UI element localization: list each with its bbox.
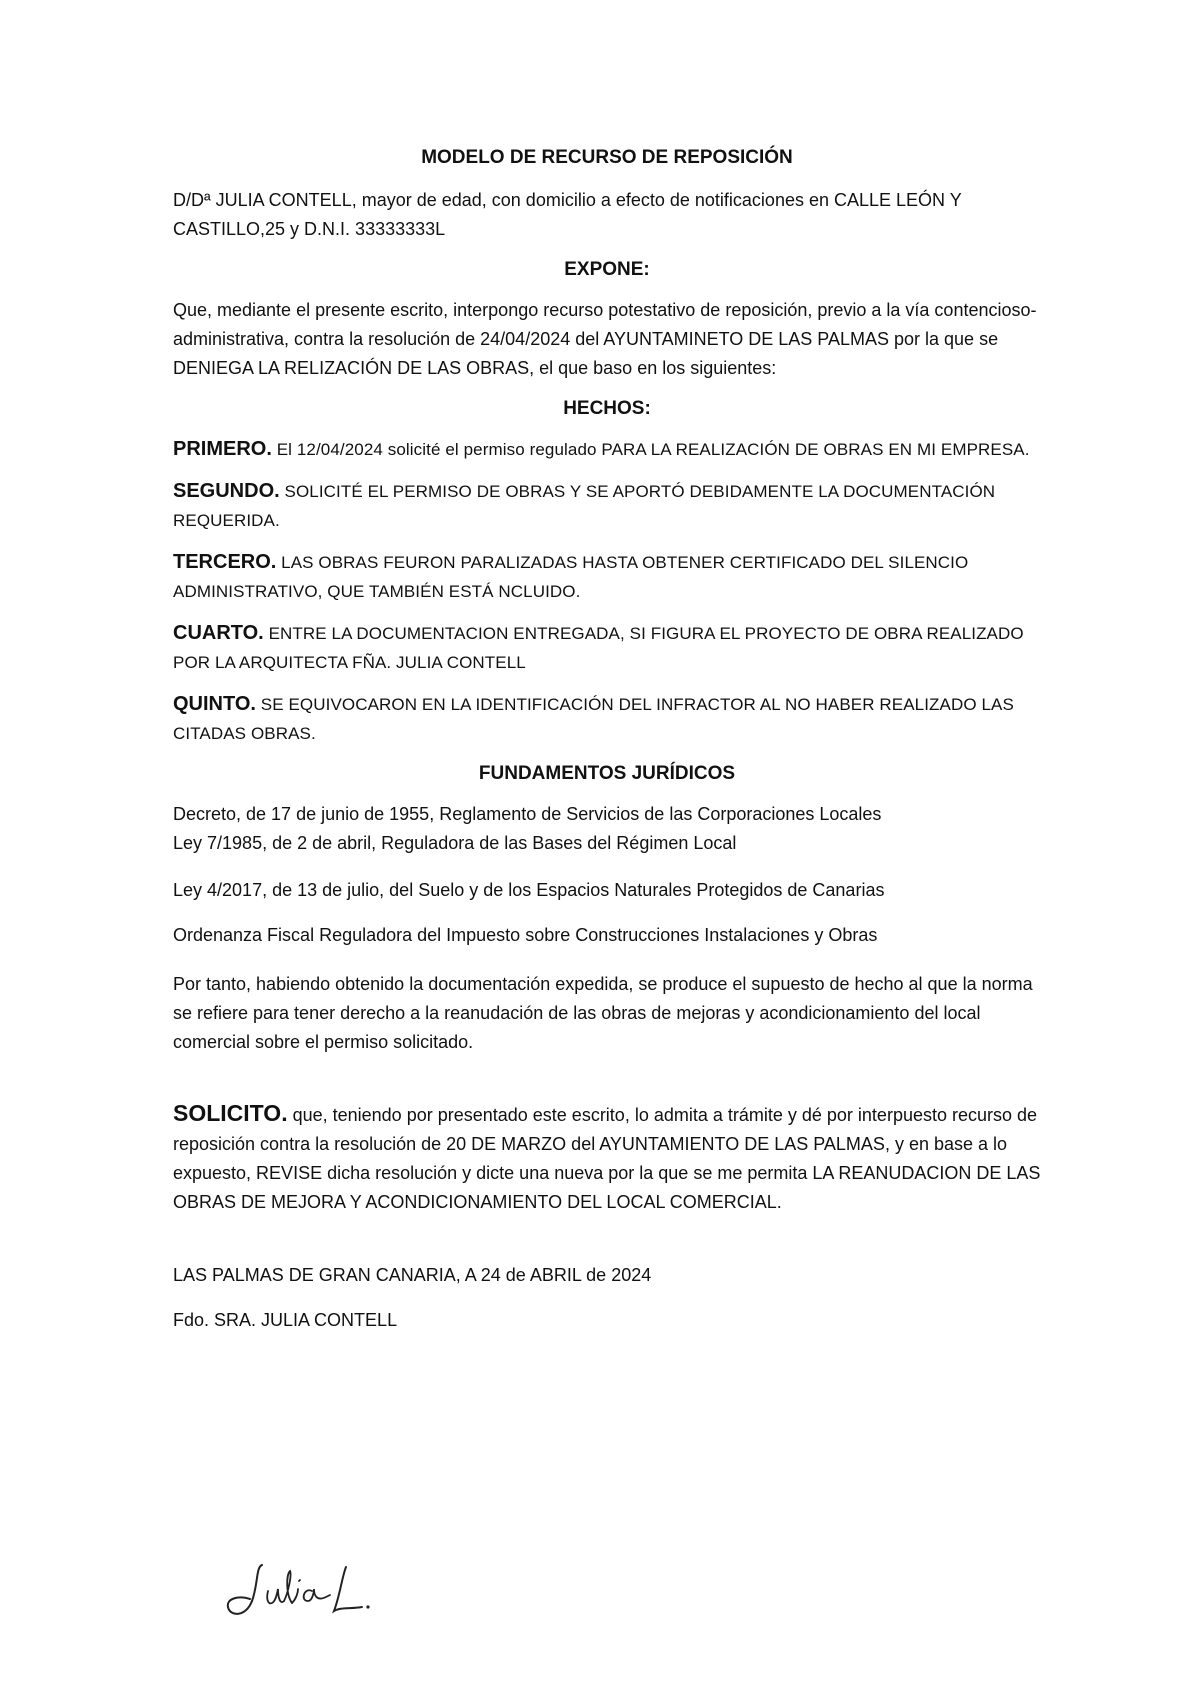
hecho-text: LAS OBRAS FEURON PARALIZADAS HASTA OBTENER CERTIFICADO DEL SILENCIO ADMINISTRATIVO, QUE TAMBIÉN ESTÁ NCLUIDO.: [173, 553, 969, 601]
hecho-text: ENTRE LA DOCUMENTACION ENTREGADA, SI FIGURA EL PROYECTO DE OBRA REALIZADO POR LA ARQUITECTA FÑA. JULIA CONTELL: [173, 624, 1024, 672]
fundamento-item: Decreto, de 17 de junio de 1955, Reglamento de Servicios de las Corporaciones Locales: [173, 804, 882, 824]
solicito-text: que, teniendo por presentado este escrito, lo admita a trámite y dé por interpuesto recurso de reposición contra la resolución de 20 DE MARZO del AYUNTAMIENTO DE LAS PALMAS, y en base a lo expuesto, REVISE dicha resolución y dicte una nueva por la que se me permita LA REANUDACION DE LAS OBRAS DE MEJORA Y ACONDICIONAMIENTO DEL LOCAL COMERCIAL.: [173, 1105, 1041, 1212]
hecho-text: SE EQUIVOCARON EN LA IDENTIFICACIÓN DEL INFRACTOR AL NO HABER REALIZADO LAS CITADAS OBRAS.: [173, 695, 1014, 743]
hecho-segundo: [173, 477, 1041, 535]
fundamento-item: Ley 7/1985, de 2 de abril, Reguladora de las Bases del Régimen Local: [173, 833, 737, 853]
place-date: LAS PALMAS DE GRAN CANARIA, A 24 de ABRIL de 2024: [173, 1265, 652, 1285]
hecho-tercero: [173, 548, 1041, 606]
hecho-primero: [173, 435, 1041, 464]
document-body: [173, 146, 1041, 1348]
handwritten-signature: [222, 1555, 372, 1625]
hecho-text: El 12/04/2024 solicité el permiso regulado PARA LA REALIZACIÓN DE OBRAS EN MI EMPRESA.: [271, 440, 1030, 459]
hecho-lead: CUARTO.: [173, 622, 264, 644]
expone-heading: EXPONE:: [564, 259, 650, 280]
fundamento-item: Ley 4/2017, de 13 de julio, del Suelo y de los Espacios Naturales Protegidos de Canarias: [173, 880, 885, 900]
expone-paragraph: Que, mediante el presente escrito, interpongo recurso potestativo de reposición, previo a la vía contencioso-administrativa, contra la resolución de 24/04/2024 del AYUNTAMINETO DE LAS PALMAS por la que se DENIEGA LA RELIZACIÓN DE LAS OBRAS, el que baso en los siguientes:: [173, 300, 1037, 378]
hecho-lead: QUINTO.: [173, 693, 256, 715]
hechos-heading: HECHOS:: [563, 398, 651, 419]
hecho-lead: TERCERO.: [173, 551, 277, 573]
fundamentos-heading: FUNDAMENTOS JURÍDICOS: [478, 763, 736, 784]
hecho-quinto: [173, 690, 1041, 748]
por-tanto-paragraph: Por tanto, habiendo obtenido la documentación expedida, se produce el supuesto de hecho al que la norma se refiere para tener derecho a la reanudación de las obras de mejoras y acondicionamiento del local comercial sobre el permiso solicitado.: [173, 974, 1033, 1052]
hecho-text: SOLICITÉ EL PERMISO DE OBRAS Y SE APORTÓ DEBIDAMENTE LA DOCUMENTACIÓN REQUERIDA.: [173, 482, 996, 530]
firma-line: Fdo. SRA. JULIA CONTELL: [173, 1310, 398, 1330]
hecho-cuarto: [173, 619, 1041, 677]
hecho-lead: SEGUNDO.: [173, 480, 280, 502]
solicito-paragraph: [173, 1099, 1041, 1217]
solicito-lead: SOLICITO.: [173, 1100, 288, 1126]
intro-paragraph: D/Dª JULIA CONTELL, mayor de edad, con domicilio a efecto de notificaciones en CALLE LEÓN Y CASTILLO,25 y D.N.I. 33333333L: [173, 190, 962, 239]
fundamento-item: Ordenanza Fiscal Reguladora del Impuesto sobre Construcciones Instalaciones y Obras: [173, 925, 878, 945]
document-title: MODELO DE RECURSO DE REPOSICIÓN: [421, 147, 793, 168]
hecho-lead: PRIMERO.: [173, 438, 272, 460]
